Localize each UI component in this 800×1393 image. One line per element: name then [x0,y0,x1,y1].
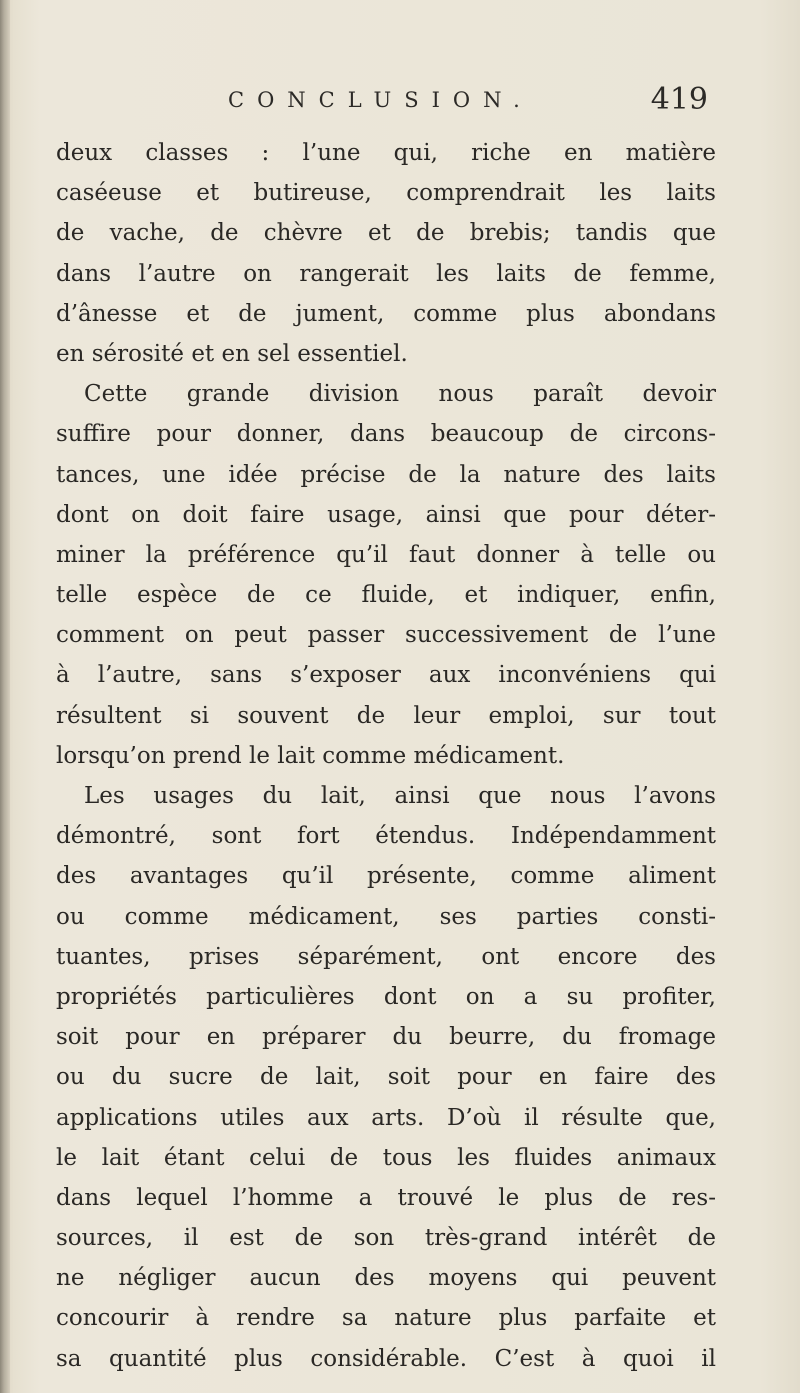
body-text [56,133,716,1379]
text-line: ou comme médicament, ses parties consti- [56,903,716,930]
text-line: dans lequel l’homme a trouvé le plus de res- [56,1184,716,1211]
text-line: sources, il est de son très-grand intérêt de [56,1225,716,1252]
text-line: concourir à rendre sa nature plus parfaite et [56,1305,716,1332]
running-head-title: CONCLUSION. [228,88,533,112]
text-line: soit pour en préparer du beurre, du fromage [56,1024,716,1051]
page-binding-edge [0,0,10,1393]
text-line: comment on peut passer successivement de l’une [56,622,716,649]
text-line: propriétés particulières dont on a su profiter, [56,983,716,1010]
text-line: le lait étant celui de tous les fluides animaux [56,1144,716,1171]
text-line: suffire pour donner, dans beaucoup de circons- [56,421,716,448]
text-line: deux classes : l’une qui, riche en matière [56,140,716,166]
text-line: de vache, de chèvre et de brebis; tandis que [56,220,716,247]
text-line: applications utiles aux arts. D’où il résulte que, [56,1104,716,1131]
text-line: démontré, sont fort étendus. Indépendamment [56,823,716,850]
text-line: à l’autre, sans s’exposer aux inconvéniens qui [56,662,716,689]
text-line: des avantages qu’il présente, comme aliment [56,863,716,890]
text-line: Cette grande division nous paraît devoir [84,381,716,408]
text-line: ou du sucre de lait, soit pour en faire des [56,1064,716,1091]
paragraph [56,374,716,776]
text-line: d’ânesse et de jument, comme plus abondans [56,300,716,327]
text-line: ne négliger aucun des moyens qui peuvent [56,1265,716,1292]
text-line: dans l’autre on rangerait les laits de femme, [56,260,716,287]
text-line: en sérosité et en sel essentiel. [56,340,408,367]
paragraph [56,133,716,374]
running-head [228,82,708,118]
text-line: résultent si souvent de leur emploi, sur tout [56,702,716,729]
text-line: tances, une idée précise de la nature des laits [56,461,716,488]
text-line: miner la préférence qu’il faut donner à telle ou [56,541,716,568]
text-line: lorsqu’on prend le lait comme médicament. [56,742,565,769]
page-number: 419 [650,82,708,117]
paragraph [56,776,716,1379]
text-line: caséeuse et butireuse, comprendrait les laits [56,180,716,207]
text-line: tuantes, prises séparément, ont encore des [56,943,716,970]
text-line: Les usages du lait, ainsi que nous l’avons [84,783,716,809]
text-line: telle espèce de ce fluide, et indiquer, enfin, [56,582,716,609]
text-line: dont on doit faire usage, ainsi que pour déter- [56,501,716,528]
text-line: sa quantité plus considérable. C’est à quoi il [56,1345,716,1372]
